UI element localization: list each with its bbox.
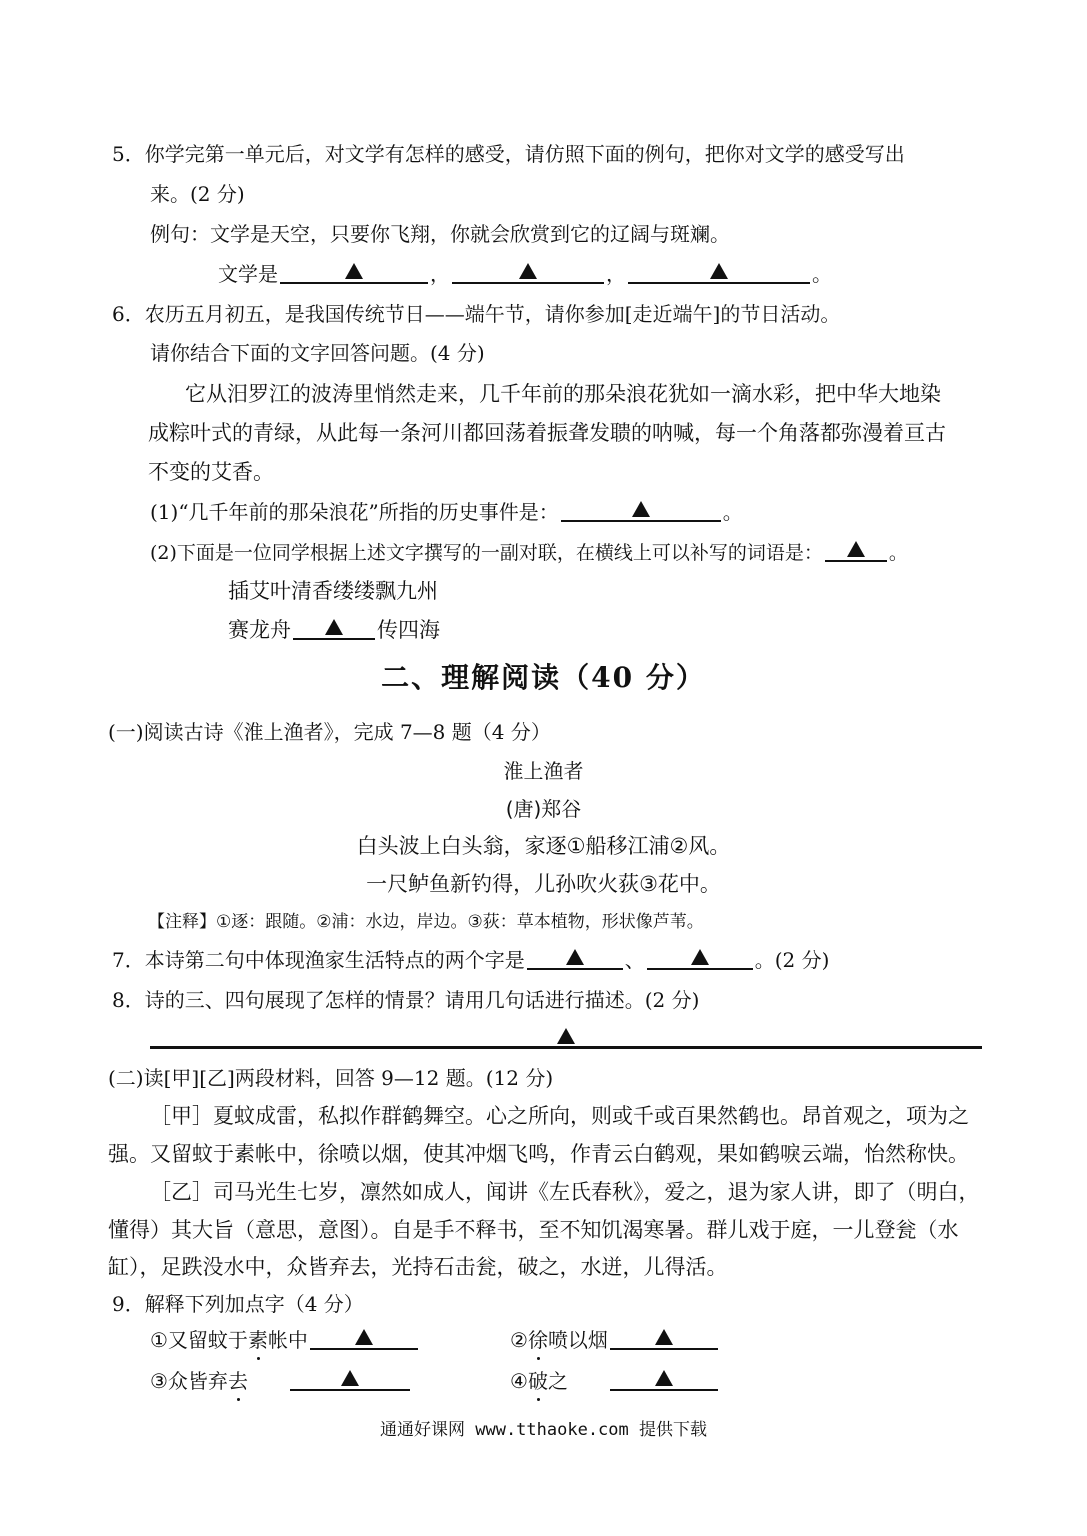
triangle-icon	[710, 263, 728, 279]
part1-intro: (一)阅读古诗《淮上渔者》，完成 7—8 题（4 分）	[108, 720, 551, 744]
triangle-icon	[655, 1329, 673, 1345]
q6-passage-line2: 成粽叶式的青绿，从此每一条河川都回荡着振聋发聩的呐喊，每一个角落都弥漫着亘古	[148, 421, 946, 445]
answer-blank[interactable]	[610, 1326, 718, 1350]
q7-tail: 。(2 分)	[754, 948, 830, 972]
q6-sub2-text: (2)下面是一位同学根据上述文字撰写的一副对联，在横线上可以补写的词语是：	[150, 542, 823, 564]
poem-author: (唐)郑谷	[505, 797, 582, 821]
yi-line3: 缸），足跌没水中，众皆弃去，光持石击瓮，破之，水迸，儿得活。	[108, 1255, 728, 1279]
period: 。	[888, 542, 908, 564]
period: 。	[722, 500, 743, 524]
q9-title: 9．解释下列加点字（4 分）	[112, 1292, 364, 1316]
triangle-icon	[325, 619, 343, 635]
separator: 、	[624, 948, 645, 972]
q7-line	[112, 946, 829, 974]
yi-line1: ［乙］司马光生七岁，凛然如成人，闻讲《左氏春秋》，爱之，退为家人讲，即了（明白，	[150, 1180, 980, 1204]
q6-passage-line1: 它从汨罗江的波涛里悄然走来，几千年前的那朵浪花犹如一滴水彩，把中华大地染	[185, 382, 941, 406]
q9-item-2	[510, 1326, 720, 1354]
triangle-icon	[341, 1370, 359, 1386]
q9-item-post: 喷以烟	[547, 1328, 608, 1352]
triangle-icon	[519, 263, 537, 279]
triangle-icon	[847, 541, 865, 557]
couplet-line1: 插艾叶清香缕缕飘九州	[228, 579, 438, 603]
triangle-icon	[557, 1028, 575, 1044]
triangle-icon	[345, 263, 363, 279]
answer-blank[interactable]	[527, 946, 623, 970]
dotted-char: 徐	[527, 1328, 548, 1352]
q6-sub1-text: (1)“几千年前的那朵浪花”所指的历史事件是：	[150, 500, 559, 524]
triangle-icon	[691, 949, 709, 965]
triangle-icon	[355, 1329, 373, 1345]
answer-blank[interactable]	[290, 1367, 410, 1391]
poem-notes: 【注释】①逐：跟随。②浦：水边，岸边。③荻：草本植物，形状像芦苇。	[148, 912, 704, 932]
answer-blank[interactable]	[561, 498, 721, 522]
q6-passage-line3: 不变的艾香。	[148, 460, 274, 484]
q9-item-1	[150, 1326, 420, 1354]
q7-text: 7．本诗第二句中体现渔家生活特点的两个字是	[112, 948, 525, 972]
answer-blank[interactable]	[825, 538, 887, 562]
q6-line1: 6．农历五月初五，是我国传统节日——端午节，请你参加[走近端午]的节日活动。	[112, 302, 841, 326]
q9-item-post: 之	[547, 1369, 568, 1393]
q6-line2: 请你结合下面的文字回答问题。(4 分)	[150, 341, 485, 365]
comma: ，	[606, 262, 626, 286]
answer-blank[interactable]	[452, 260, 604, 284]
couplet-part-b: 传四海	[377, 618, 440, 642]
couplet-part-a: 赛龙舟	[228, 618, 291, 642]
q9-item-3	[150, 1367, 412, 1395]
q6-sub2	[150, 538, 908, 567]
answer-blank[interactable]	[310, 1326, 418, 1350]
poem-line1: 白头波上白头翁，家逐①船移江浦②风。	[356, 834, 731, 858]
jia-line1: ［甲］夏蚊成雷，私拟作群鹤舞空。心之所向，则或千或百果然鹤也。昂首观之，项为之	[150, 1104, 969, 1128]
section-title: 二、理解阅读（40 分）	[381, 661, 706, 694]
comma: ，	[430, 262, 450, 286]
q9-item-pre: ①又留蚊于	[150, 1328, 248, 1352]
q8-line: 8．诗的三、四句展现了怎样的情景？请用几句话进行描述。(2 分)	[112, 988, 700, 1012]
poem-line2: 一尺鲈鱼新钓得，儿孙吹火荻③花中。	[366, 872, 721, 896]
q9-item-4	[510, 1367, 720, 1395]
answer-blank[interactable]	[610, 1367, 718, 1391]
q9-item-pre: ③众皆弃	[150, 1369, 228, 1393]
q5-fill-prefix: 文学是	[218, 262, 278, 286]
answer-blank[interactable]	[293, 616, 375, 640]
dotted-char: 去	[227, 1369, 248, 1393]
q8-answer-line[interactable]	[150, 1046, 982, 1049]
q5-line1: 5．你学完第一单元后，对文学有怎样的感受，请仿照下面的例句，把你对文学的感受写出	[112, 142, 905, 166]
answer-blank[interactable]	[647, 946, 753, 970]
triangle-icon	[632, 501, 650, 517]
couplet-line2	[228, 616, 440, 644]
q9-item-post: 帐中	[267, 1328, 308, 1352]
period: 。	[812, 262, 832, 286]
q6-sub1	[150, 498, 743, 526]
yi-line2: 懂得）其大旨（意思，意图）。自是手不释书，至不知饥渴寒暑。群儿戏于庭，一儿登瓮（水	[108, 1218, 959, 1242]
dotted-char: 素	[247, 1328, 268, 1352]
dotted-char: 破	[527, 1369, 548, 1393]
q9-item-pre: ②	[510, 1328, 528, 1352]
answer-blank[interactable]	[280, 260, 428, 284]
triangle-icon	[566, 949, 584, 965]
q9-item-pre: ④	[510, 1369, 528, 1393]
jia-line2: 强。又留蚊于素帐中，徐喷以烟，使其冲烟飞鸣，作青云白鹤观，果如鹤唳云端，怡然称快。	[108, 1142, 969, 1166]
part2-intro: (二)读[甲][乙]两段材料，回答 9—12 题。(12 分)	[108, 1066, 554, 1090]
q5-line2: 来。(2 分)	[150, 182, 245, 206]
poem-title: 淮上渔者	[503, 759, 584, 783]
q5-fill-line	[218, 260, 832, 288]
footer-text: 通通好课网 www.tthaoke.com 提供下载	[380, 1420, 707, 1440]
q5-example: 例句：文学是天空，只要你飞翔，你就会欣赏到它的辽阔与斑斓。	[150, 222, 730, 246]
answer-blank[interactable]	[628, 260, 810, 284]
triangle-icon	[655, 1370, 673, 1386]
